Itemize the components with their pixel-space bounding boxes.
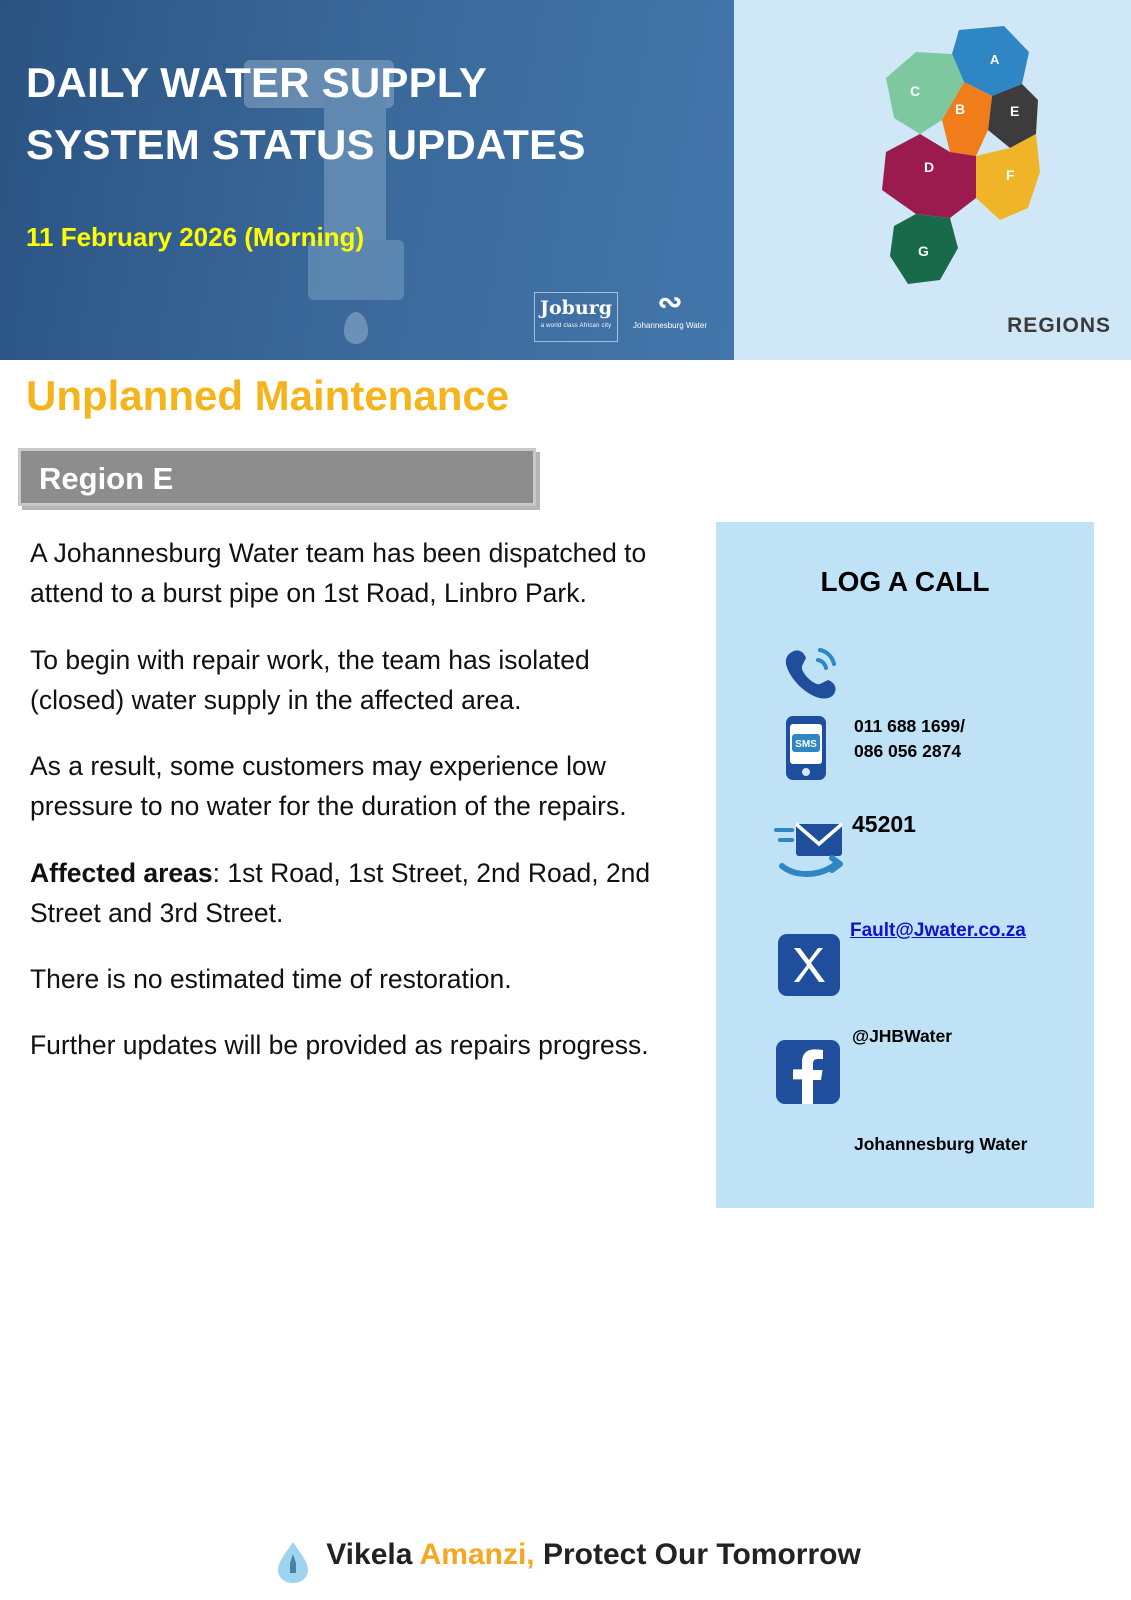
footer-slogan-part1: Vikela — [326, 1538, 420, 1571]
telephone-line-1: 011 688 1699/ — [854, 716, 965, 736]
facebook-page-name: Johannesburg Water — [854, 1134, 1028, 1154]
page-title — [26, 52, 686, 176]
notice-paragraph-4: There is no estimated time of restoration. — [30, 964, 512, 995]
page-title-line1: DAILY WATER SUPPLY — [26, 59, 488, 106]
johannesburg-water-logo — [624, 285, 716, 344]
svg-text:B: B — [955, 101, 966, 117]
svg-text:F: F — [1006, 167, 1015, 183]
joburg-logo-text: Joburg — [539, 297, 613, 319]
notice-paragraph-5: Further updates will be provided as repairs progress. — [30, 1030, 649, 1061]
notice-paragraph-1: A Johannesburg Water team has been dispatched to attend to a burst pipe on 1st Road, Linbro Park. — [30, 538, 647, 609]
water-wave-icon: ∾ — [657, 285, 683, 320]
svg-text:SMS: SMS — [795, 739, 817, 750]
facebook-icon[interactable] — [776, 1040, 844, 1108]
page-title-line2: SYSTEM STATUS UPDATES — [26, 121, 586, 169]
phone-icon — [776, 638, 844, 706]
header-banner — [0, 0, 734, 360]
notice-paragraph-2: To begin with repair work, the team has isolated (closed) water supply in the affected area. — [30, 644, 590, 715]
svg-text:C: C — [910, 83, 921, 99]
joburg-logo-tagline: a world class African city — [540, 323, 612, 329]
regions-map-icon — [824, 22, 1074, 302]
telephone-line-2: 086 056 2874 — [854, 740, 962, 761]
footer-slogan-amanzi: Amanzi, — [419, 1538, 535, 1571]
header — [0, 0, 1131, 360]
section-title: Unplanned Maintenance — [26, 372, 510, 419]
log-a-call-panel — [716, 522, 1094, 1208]
svg-text:G: G — [918, 243, 929, 259]
footer-slogan-part2: Protect Our Tomorrow — [534, 1538, 861, 1571]
svg-text:E: E — [1010, 103, 1020, 119]
water-drop-icon — [276, 1540, 310, 1584]
sms-icon — [778, 712, 846, 780]
twitter-handle: @JHBWater — [852, 1026, 953, 1046]
sms-number: 45201 — [852, 811, 916, 837]
svg-text:A: A — [990, 52, 1000, 67]
region-heading-bar — [18, 448, 536, 506]
notice-body — [30, 533, 690, 1092]
footer — [0, 1538, 1131, 1572]
telephone-numbers — [854, 714, 965, 764]
region-heading-label: Region E — [39, 461, 174, 496]
svg-text:D: D — [924, 159, 935, 175]
twitter-x-icon[interactable] — [778, 934, 846, 1002]
joburg-logo — [534, 292, 618, 342]
regions-map-panel — [734, 0, 1131, 360]
email-icon — [774, 814, 842, 882]
affected-areas-paragraph — [30, 853, 690, 934]
johannesburg-water-logo-text: Johannesburg Water — [633, 321, 707, 330]
report-date: 11 February 2026 (Morning) — [26, 222, 365, 252]
notice-paragraph-3: As a result, some customers may experience low pressure to no water for the duration of the repairs. — [30, 751, 627, 822]
log-a-call-title: LOG A CALL — [820, 566, 990, 597]
affected-areas-label: Affected areas — [30, 857, 213, 888]
email-address-container[interactable] — [850, 918, 1026, 945]
affected-areas-value: : 1st Road, 1st Street, 2nd Road, 2nd Street and 3rd Street. — [30, 857, 651, 928]
footer-slogan — [326, 1538, 861, 1572]
regions-label: REGIONS — [1007, 314, 1111, 337]
email-address-link[interactable]: Fault@Jwater.co.za — [850, 920, 1026, 941]
